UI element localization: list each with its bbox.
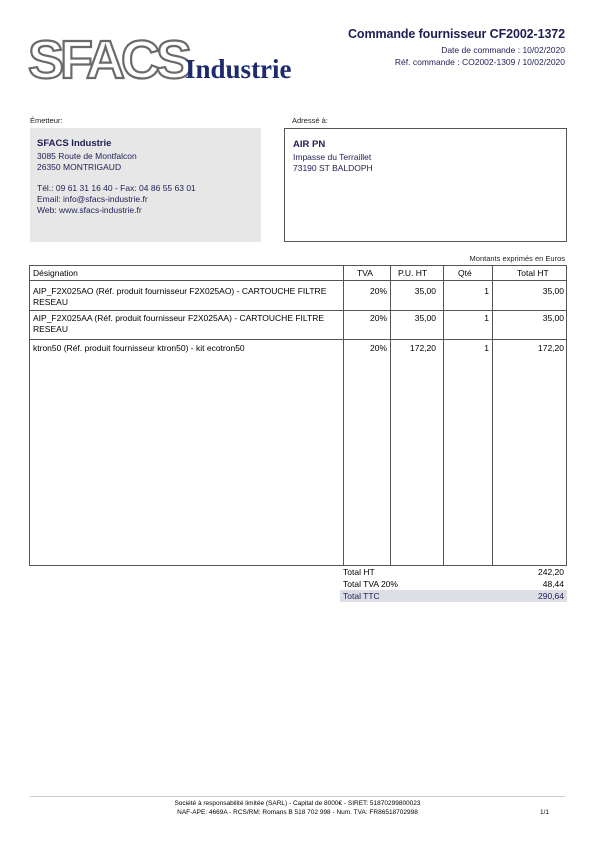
issuer-address-1: 3085 Route de Montfalcon	[37, 151, 137, 161]
recipient-label: Adressé à:	[292, 116, 328, 125]
header-qte: Qté	[458, 268, 472, 278]
row-designation: AIP_F2X025AO (Réf. produit fournisseur F2X025AO) - CARTOUCHE FILTRE RESEAU	[33, 286, 327, 307]
document-header	[348, 27, 565, 67]
order-reference: Réf. commande : CO2002-1309 / 10/02/2020	[394, 57, 565, 67]
issuer-web: Web: www.sfacs-industrie.fr	[37, 205, 142, 215]
total-ht-value: 242,20	[538, 567, 564, 577]
document-title: Commande fournisseur CF2002-1372	[347, 27, 565, 41]
row-divider	[30, 310, 566, 311]
row-designation: ktron50 (Réf. produit fournisseur ktron50) - kit ecotron50	[33, 343, 245, 353]
footer-legal-line-2: NAF-APE: 4669A - RCS/RM: Romans B 518 702 998 - Num. TVA: FR86518702998	[177, 809, 418, 816]
row-qte: 1	[484, 313, 489, 323]
footer-legal-line-1: Société à responsabilité limitée (SARL) - Capital de 8000€ - SIRET: 51870299800023	[174, 800, 421, 807]
total-ttc-value: 290,64	[538, 591, 564, 601]
issuer-email: Email: info@sfacs-industrie.fr	[37, 194, 148, 204]
row-total: 35,00	[542, 313, 564, 323]
logo-mark: SFACS	[28, 33, 189, 88]
header-tva: TVA	[357, 268, 373, 278]
issuer-name: SFACS Industrie	[37, 138, 112, 149]
row-total: 172,20	[538, 343, 564, 353]
row-tva: 20%	[369, 343, 387, 353]
row-qte: 1	[484, 343, 489, 353]
row-total: 35,00	[542, 286, 564, 296]
total-tva-row	[340, 578, 567, 590]
total-ttc-label: Total TTC	[343, 591, 380, 601]
totals-block	[340, 566, 567, 602]
issuer-box	[30, 128, 261, 242]
row-tva: 20%	[369, 313, 387, 323]
issuer-phone: Tél.: 09 61 31 16 40 - Fax: 04 86 55 63 01	[37, 183, 196, 193]
recipient-name: AIR PN	[293, 139, 326, 150]
page-number: 1/1	[539, 809, 549, 816]
header-pu: P.U. HT	[398, 268, 428, 278]
order-lines-table	[29, 265, 567, 566]
currency-note: Montants exprimés en Euros	[469, 254, 565, 263]
total-ht-row	[340, 566, 567, 578]
row-pu: 172,20	[410, 343, 436, 353]
row-designation: AIP_F2X025AA (Réf. produit fournisseur F2X025AA) - CARTOUCHE FILTRE RESEAU	[33, 313, 325, 334]
company-logo	[28, 33, 318, 88]
total-ttc-row	[340, 590, 567, 602]
table-header	[30, 266, 566, 281]
order-date: Date de commande : 10/02/2020	[441, 45, 565, 55]
recipient-box	[284, 128, 567, 242]
issuer-address-2: 26350 MONTRIGAUD	[37, 162, 122, 172]
total-tva-label: Total TVA 20%	[343, 579, 398, 589]
footer-divider	[30, 796, 565, 797]
recipient-address-2: 73190 ST BALDOPH	[293, 163, 373, 173]
row-pu: 35,00	[414, 286, 436, 296]
header-total: Total HT	[517, 268, 549, 278]
recipient-address-1: Impasse du Terraillet	[293, 152, 372, 162]
row-divider	[30, 339, 566, 340]
logo-word: Industrie	[185, 54, 292, 84]
header-designation: Désignation	[33, 268, 78, 278]
total-ht-label: Total HT	[343, 567, 375, 577]
issuer-label: Émetteur:	[30, 116, 63, 125]
row-pu: 35,00	[414, 313, 436, 323]
row-qte: 1	[484, 286, 489, 296]
row-tva: 20%	[369, 286, 387, 296]
total-tva-value: 48,44	[542, 579, 564, 589]
